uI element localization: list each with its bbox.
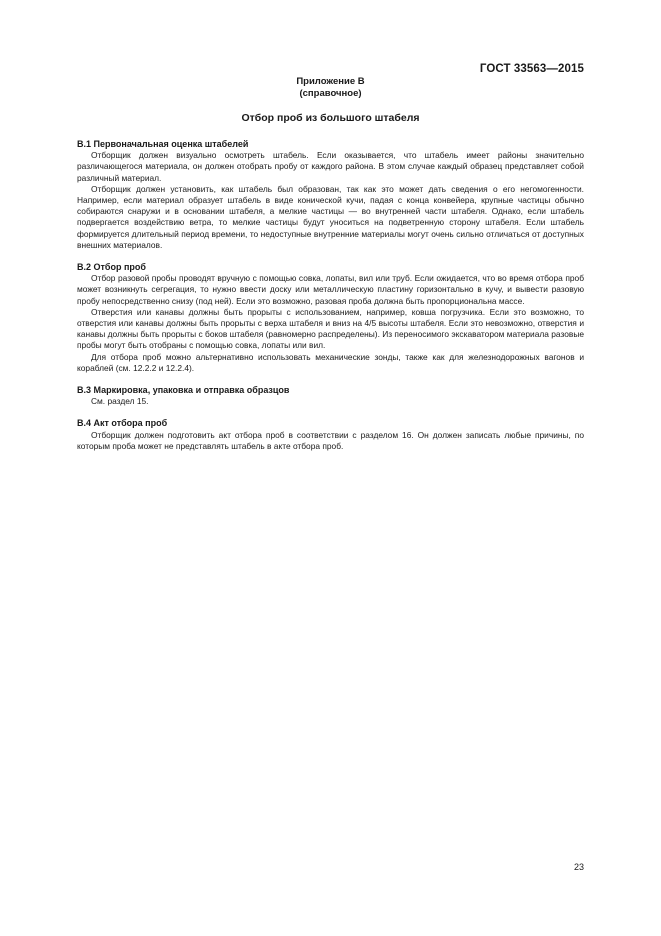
annex-header [0,76,661,100]
paragraph: Отборщик должен установить, как штабель был образован, так как это может дать сведения о его негомогенности. Например, если материал образует штабель в виде конической кучи, падая с конца конвейера, крупные частицы обычно собираются снаружи и в основании штабеля, а мелкие частицы — во внутренней части штабеля. Однако, если штабель подвергается воздействию ветра, то мелкие частицы будут уноситься на подветренную сторону штабеля. Если штабель формируется длительный период времени, то недоступные внутренние материалы могут очень сильно отличаться от доступных внешних материалов. [77,183,584,250]
page-number: 23 [573,862,584,872]
paragraph: Для отбора проб можно альтернативно использовать механические зонды, также как для железнодорожных вагонов и кораблей (см. 12.2.2 и 12.2.4). [77,351,584,373]
section-heading: В.3 Маркировка, упаковка и отправка образцов [77,385,290,396]
section-b3 [77,385,584,407]
paragraph: См. раздел 15. [91,396,149,407]
annex-label: Приложение В [296,76,365,87]
paragraph: Отборщик должен подготовить акт отбора проб в соответствии с разделом 16. Он должен записать любые причины, по которым проба может не представлять штабель в акте отбора проб. [77,429,584,451]
section-b1 [77,139,584,251]
section-heading: В.4 Акт отбора проб [77,418,168,429]
paragraph: Отбор разовой пробы проводят вручную с помощью совка, лопаты, вил или труб. Если ожидается, что во время отбора проб может возникнуть сегрегация, то нужно ввести доску или металлическую пластину горизонтально в кучу, и вывести разовую пробу непосредственно снизу (под ней). Если это возможно, разовая проба должна быть пропорциональна массе. [77,273,584,306]
paragraph: Отборщик должен визуально осмотреть штабель. Если оказывается, что штабель имеет районы значительно различающегося материала, он должен отобрать пробу от каждого района. В этом случае каждый образец представляет собой различный материал. [77,150,584,183]
section-heading: В.1 Первоначальная оценка штабелей [77,139,249,149]
annex-note: (справочное) [299,88,362,99]
section-b2 [77,262,584,374]
annex-title: Отбор проб из большого штабеля [241,112,420,124]
paragraph: Отверстия или канавы должны быть прорыты с использованием, например, ковша погрузчика. Если это возможно, то отверстия или канавы должны быть прорыты с верха штабеля и вниз на 4/5 высоты штабеля. Если это невозможно, отверстия и канавы должны быть прорыты с боков штабеля (равномерно распределены). Из переносимого экскаватором материала разовые пробы могут быть отобраны с помощью совка, лопаты или вил. [77,306,584,351]
annex-content [77,139,584,463]
section-heading: В.2 Отбор проб [77,262,146,273]
document-code: ГОСТ 33563—2015 [479,63,584,75]
section-b4 [77,418,584,452]
